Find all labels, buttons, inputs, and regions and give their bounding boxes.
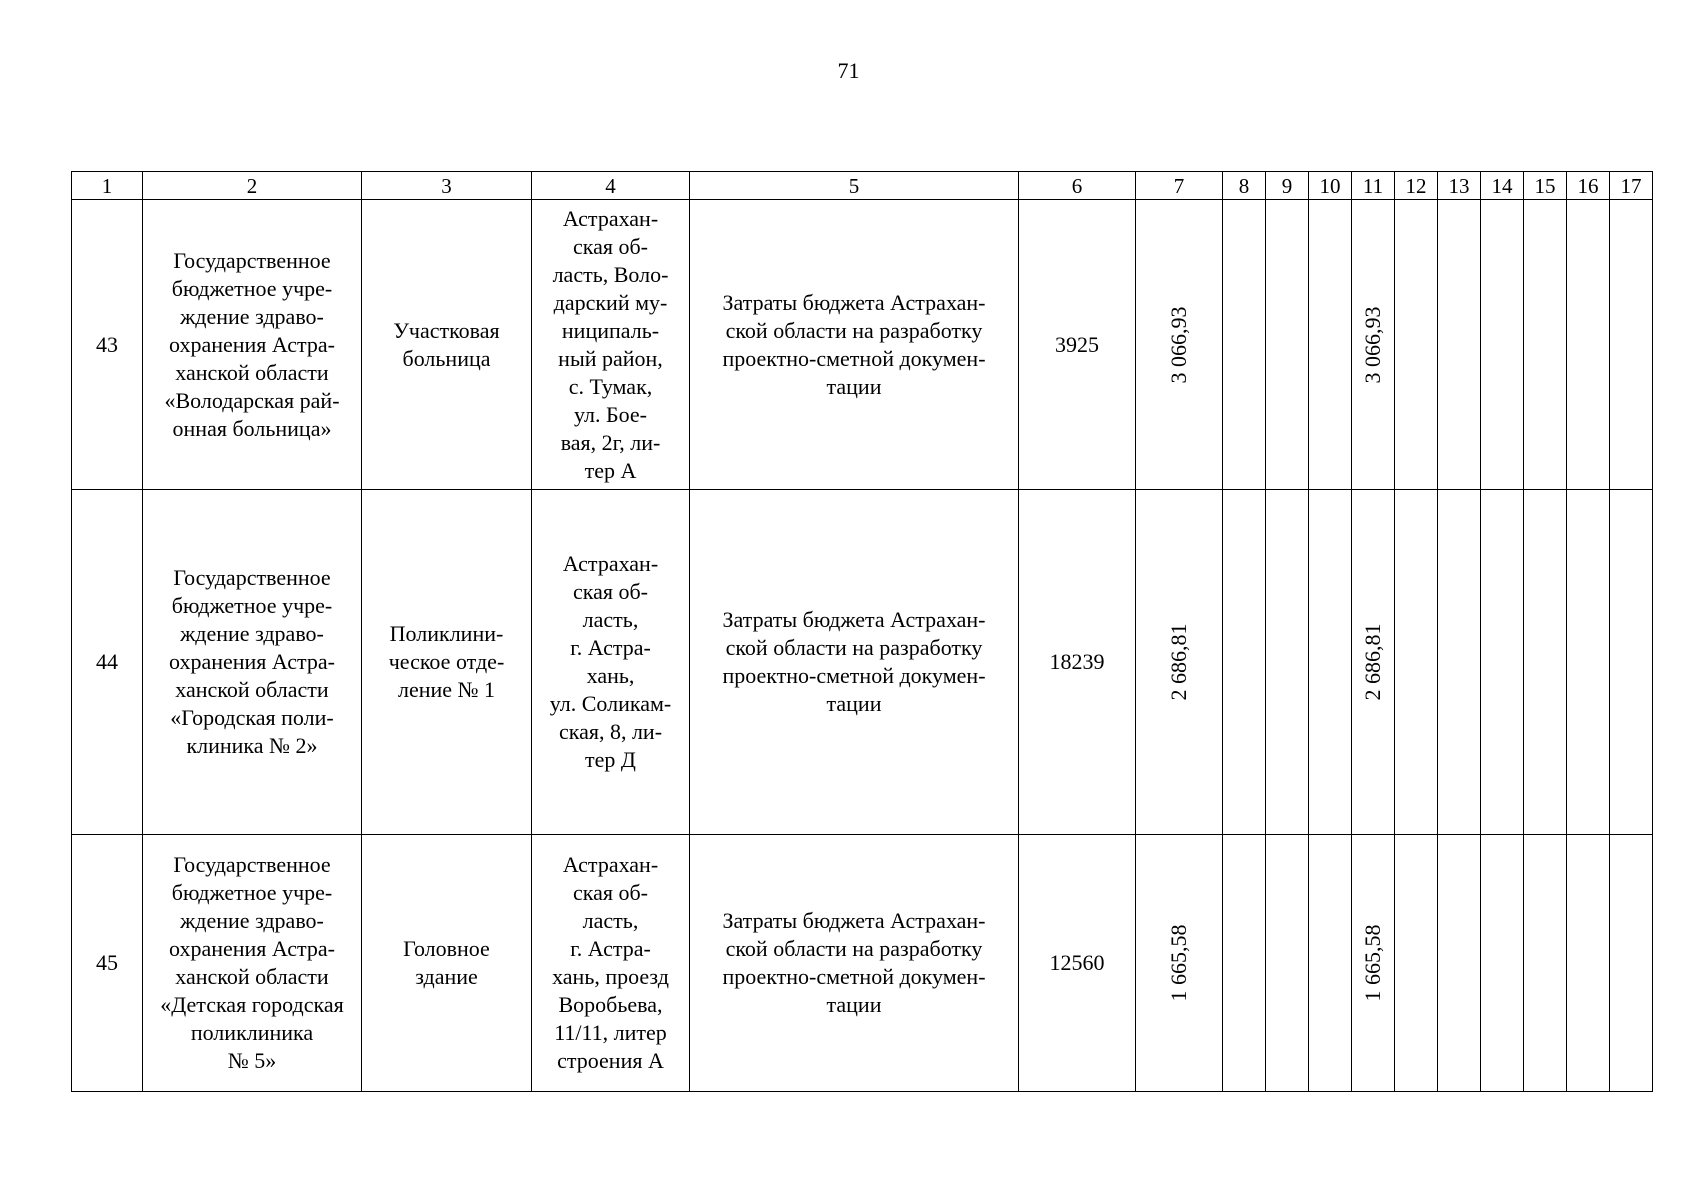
- table-row: [72, 490, 1653, 835]
- institution-line: ханской области: [175, 964, 329, 989]
- address-line: вая, 2г, ли-: [560, 429, 661, 455]
- column-9-cell: [1266, 200, 1309, 490]
- address-line: ул. Бое-: [573, 401, 647, 427]
- header-cell-9: 9: [1266, 172, 1309, 200]
- object-line: ческое отде-: [388, 649, 505, 674]
- object-text: [362, 935, 531, 991]
- column-10-cell: [1309, 490, 1352, 835]
- column-9-cell: [1266, 490, 1309, 835]
- institution-line: ждение здраво-: [180, 908, 324, 933]
- institution-cell: [143, 835, 362, 1092]
- column-17-cell: [1610, 200, 1653, 490]
- description-line: ской области на разработку: [725, 936, 983, 961]
- address-text: [532, 550, 689, 774]
- header-cell-16: 16: [1567, 172, 1610, 200]
- address-line: тер А: [584, 457, 637, 483]
- total-cost-cell: [1136, 200, 1223, 490]
- institution-line: Государственное: [173, 565, 331, 590]
- row-number-cell: 44: [72, 490, 143, 835]
- column-16-cell: [1567, 490, 1610, 835]
- institution-line: клиника № 2»: [186, 733, 318, 758]
- address-cell: [532, 490, 690, 835]
- header-cell-1: 1: [72, 172, 143, 200]
- column-11-cell: [1352, 835, 1395, 1092]
- address-line: Астрахан-: [562, 551, 659, 576]
- description-line: Затраты бюджета Астрахан-: [722, 607, 986, 632]
- total-cost-value: 3 066,93: [1166, 306, 1191, 383]
- object-cell: [362, 835, 532, 1092]
- institution-line: «Детская городская: [160, 992, 344, 1017]
- header-cell-2: 2: [143, 172, 362, 200]
- description-line: проектно-сметной докумен-: [722, 663, 986, 688]
- address-line: 11/11, литер: [554, 1020, 667, 1045]
- address-line: ская об-: [572, 233, 649, 259]
- institution-line: охранения Астра-: [169, 331, 335, 357]
- column-17-cell: [1610, 490, 1653, 835]
- address-line: с. Тумак,: [568, 373, 653, 399]
- address-line: ская об-: [572, 579, 649, 604]
- header-cell-17: 17: [1610, 172, 1653, 200]
- institution-text: [143, 851, 361, 1075]
- object-cell: [362, 490, 532, 835]
- address-line: ласть,: [582, 908, 639, 933]
- column-13-cell: [1438, 835, 1481, 1092]
- column-14-cell: [1481, 835, 1524, 1092]
- institution-line: Государственное: [173, 247, 331, 273]
- object-line: больница: [402, 345, 491, 371]
- institution-line: бюджетное учре-: [171, 275, 333, 301]
- address-line: г. Астра-: [570, 635, 651, 660]
- institution-line: онная больница»: [172, 415, 332, 441]
- description-line: тации: [826, 373, 882, 399]
- column-9-cell: [1266, 835, 1309, 1092]
- address-line: ный район,: [558, 345, 663, 371]
- column-13-cell: [1438, 490, 1481, 835]
- address-text: [532, 851, 689, 1075]
- institution-line: поликлиника: [190, 1020, 314, 1045]
- address-cell: [532, 200, 690, 490]
- description-line: ской области на разработку: [725, 317, 983, 343]
- address-line: хань, проезд: [552, 964, 669, 989]
- address-text: [532, 205, 689, 485]
- column-10-cell: [1309, 835, 1352, 1092]
- institution-cell: [143, 490, 362, 835]
- column-14-cell: [1481, 490, 1524, 835]
- description-line: Затраты бюджета Астрахан-: [722, 289, 986, 315]
- header-cell-6: 6: [1019, 172, 1136, 200]
- column-11-value: 1 665,58: [1360, 924, 1385, 1002]
- budget-table: [71, 171, 1653, 1092]
- column-16-cell: [1567, 200, 1610, 490]
- column-15-cell: [1524, 835, 1567, 1092]
- header-cell-15: 15: [1524, 172, 1567, 200]
- column-11-value: 3 066,93: [1360, 306, 1385, 383]
- column-14-cell: [1481, 200, 1524, 490]
- row-number-cell: 43: [72, 200, 143, 490]
- address-line: Астрахан-: [562, 205, 659, 231]
- object-line: Головное: [403, 936, 490, 961]
- institution-line: № 5»: [227, 1048, 277, 1073]
- column-8-cell: [1223, 835, 1266, 1092]
- description-line: проектно-сметной докумен-: [722, 964, 986, 989]
- object-line: Участковая: [393, 317, 500, 343]
- header-cell-3: 3: [362, 172, 532, 200]
- header-cell-8: 8: [1223, 172, 1266, 200]
- address-line: ласть,: [582, 607, 639, 632]
- column-11-value: 2 686,81: [1360, 623, 1385, 701]
- column-11-cell: [1352, 490, 1395, 835]
- column-16-cell: [1567, 835, 1610, 1092]
- address-line: строения А: [557, 1048, 664, 1073]
- institution-line: ждение здраво-: [180, 621, 324, 646]
- header-cell-14: 14: [1481, 172, 1524, 200]
- address-line: дарский му-: [553, 289, 668, 315]
- column-10-cell: [1309, 200, 1352, 490]
- description-line: тации: [826, 992, 882, 1017]
- institution-line: ханской области: [175, 677, 329, 702]
- object-line: ление № 1: [397, 677, 496, 702]
- institution-line: бюджетное учре-: [171, 880, 333, 905]
- description-line: ской области на разработку: [725, 635, 983, 660]
- column-12-cell: [1395, 200, 1438, 490]
- description-line: проектно-сметной докумен-: [722, 345, 986, 371]
- header-cell-12: 12: [1395, 172, 1438, 200]
- column-8-cell: [1223, 490, 1266, 835]
- institution-line: охранения Астра-: [169, 649, 335, 674]
- institution-text: [143, 564, 361, 760]
- institution-line: ждение здраво-: [180, 303, 324, 329]
- total-cost-cell: [1136, 490, 1223, 835]
- institution-line: Государственное: [173, 852, 331, 877]
- institution-line: бюджетное учре-: [171, 593, 333, 618]
- address-line: Астрахан-: [562, 852, 659, 877]
- description-cell: [690, 200, 1019, 490]
- object-line: здание: [415, 964, 478, 989]
- address-line: ласть, Воло-: [552, 261, 669, 287]
- institution-line: «Городская поли-: [170, 705, 334, 730]
- header-cell-7: 7: [1136, 172, 1223, 200]
- institution-line: «Володарская рай-: [164, 387, 340, 413]
- description-cell: [690, 490, 1019, 835]
- column-12-cell: [1395, 490, 1438, 835]
- column-17-cell: [1610, 835, 1653, 1092]
- header-cell-13: 13: [1438, 172, 1481, 200]
- column-12-cell: [1395, 835, 1438, 1092]
- header-cell-5: 5: [690, 172, 1019, 200]
- column-13-cell: [1438, 200, 1481, 490]
- description-line: Затраты бюджета Астрахан-: [722, 908, 986, 933]
- description-text: [690, 606, 1018, 718]
- table-header-row: [72, 172, 1653, 200]
- object-cell: [362, 200, 532, 490]
- page-number: 71: [837, 58, 860, 83]
- address-cell: [532, 835, 690, 1092]
- total-cost-value: 2 686,81: [1166, 623, 1191, 701]
- table-row: [72, 200, 1653, 490]
- address-line: хань,: [586, 663, 635, 688]
- column-15-cell: [1524, 200, 1567, 490]
- column-11-cell: [1352, 200, 1395, 490]
- address-line: г. Астра-: [570, 936, 651, 961]
- address-line: ская, 8, ли-: [558, 719, 663, 744]
- institution-cell: [143, 200, 362, 490]
- institution-line: ханской области: [175, 359, 329, 385]
- address-line: ниципаль-: [561, 317, 660, 343]
- address-line: Воробьева,: [558, 992, 663, 1017]
- address-line: ская об-: [572, 880, 649, 905]
- table-body: [72, 172, 1653, 1092]
- institution-text: [143, 247, 361, 443]
- header-cell-11: 11: [1352, 172, 1395, 200]
- description-text: [690, 907, 1018, 1019]
- object-text: [362, 317, 531, 373]
- header-cell-10: 10: [1309, 172, 1352, 200]
- header-cell-4: 4: [532, 172, 690, 200]
- area-cell: 3925: [1019, 200, 1136, 490]
- object-line: Поликлини-: [389, 621, 504, 646]
- description-text: [690, 289, 1018, 401]
- institution-line: охранения Астра-: [169, 936, 335, 961]
- object-text: [362, 620, 531, 704]
- total-cost-cell: [1136, 835, 1223, 1092]
- column-8-cell: [1223, 200, 1266, 490]
- address-line: ул. Соликам-: [549, 691, 672, 716]
- total-cost-value: 1 665,58: [1166, 924, 1191, 1002]
- description-cell: [690, 835, 1019, 1092]
- description-line: тации: [826, 691, 882, 716]
- column-15-cell: [1524, 490, 1567, 835]
- area-cell: 18239: [1019, 490, 1136, 835]
- address-line: тер Д: [585, 747, 636, 772]
- area-cell: 12560: [1019, 835, 1136, 1092]
- table-row: [72, 835, 1653, 1092]
- row-number-cell: 45: [72, 835, 143, 1092]
